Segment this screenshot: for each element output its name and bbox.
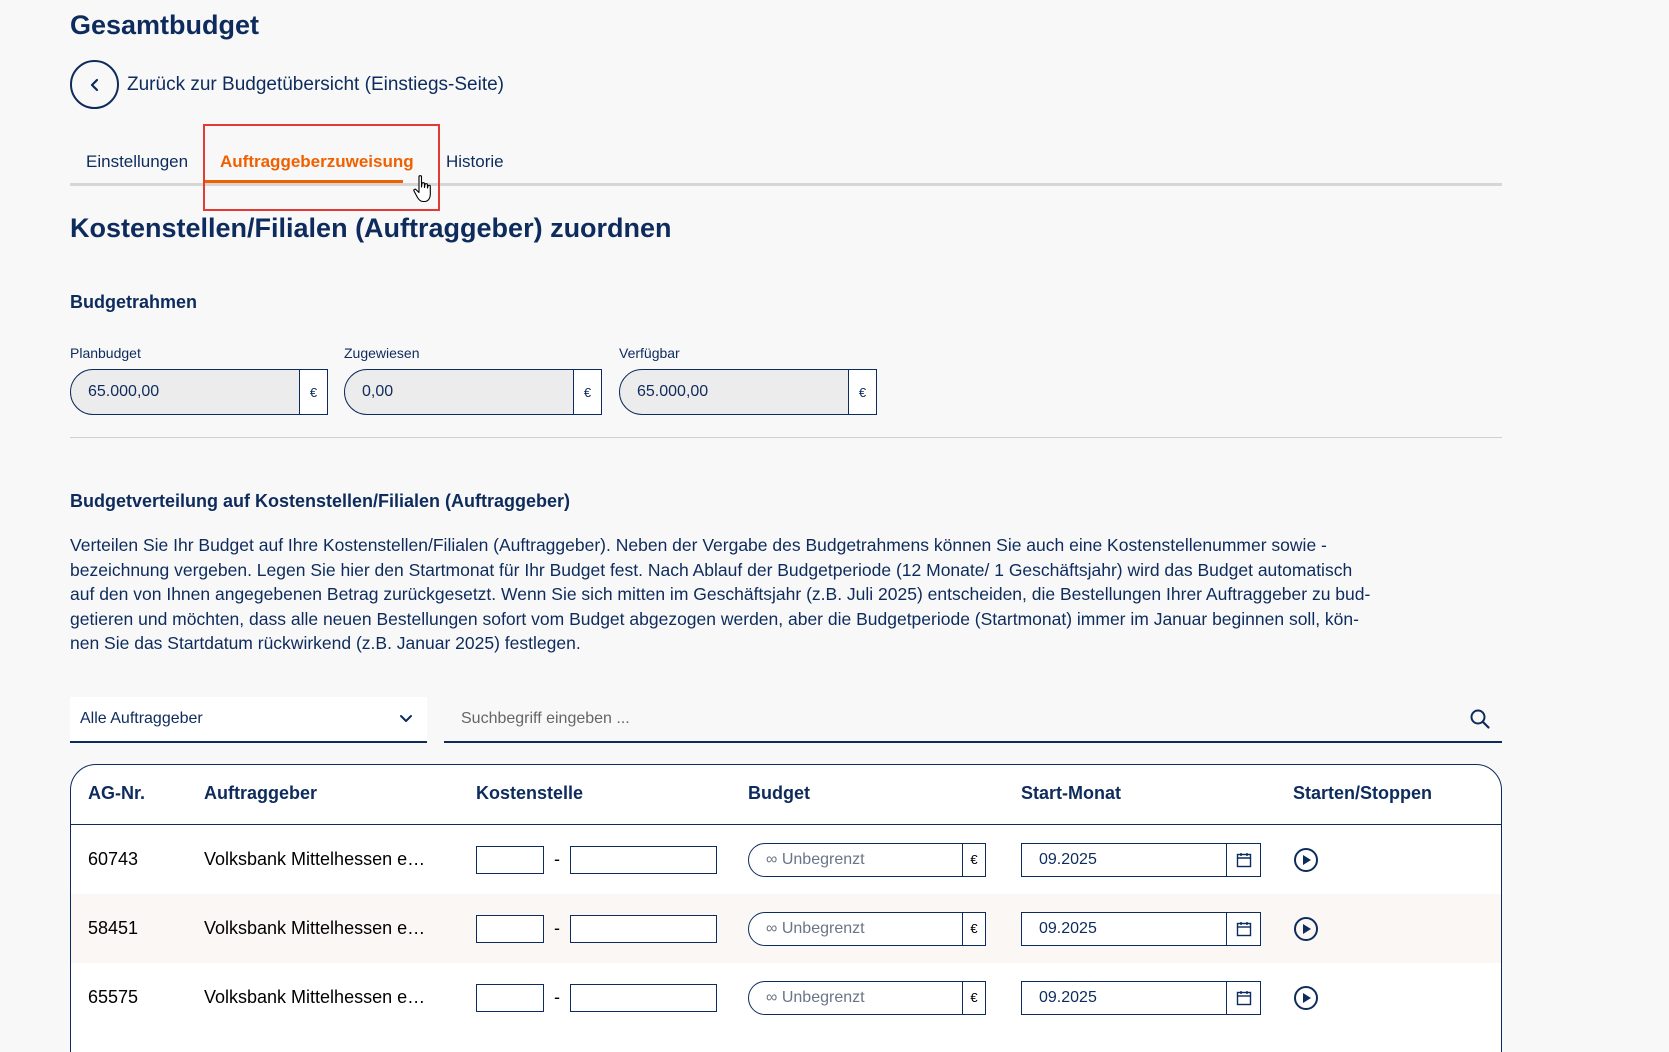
budget-cell: [748, 894, 986, 963]
start-monat-input[interactable]: [1021, 912, 1261, 946]
verfuegbar-field: [619, 345, 877, 415]
start-monat-cell: [1021, 963, 1261, 1032]
table-row: [71, 894, 1501, 963]
currency-unit: €: [962, 913, 985, 945]
header-starten-stoppen: Starten/Stoppen: [1293, 783, 1433, 803]
tab-bar: [70, 124, 1502, 186]
description-line: Verteilen Sie Ihr Budget auf Ihre Kostenstellen/Filialen (Auftraggeber). Neben der Vergabe des Budgetrahmens können Sie auch eine Kostenstellenummer sowie -: [70, 535, 1327, 555]
filter-select-value: Alle Auftraggeber: [80, 710, 203, 727]
header-kostenstelle: Kostenstelle: [476, 783, 584, 803]
section-divider: [70, 437, 1502, 438]
tab-einstellungen[interactable]: Einstellungen: [86, 152, 189, 171]
budget-cell: [748, 825, 986, 894]
start-monat-value: 09.2025: [1039, 988, 1097, 1006]
tab-historie[interactable]: Historie: [446, 152, 504, 171]
budget-input[interactable]: [748, 843, 986, 877]
calendar-icon: [1236, 852, 1252, 868]
start-monat-input[interactable]: [1021, 843, 1261, 877]
play-circle-icon: [1293, 916, 1319, 942]
header-auftraggeber: Auftraggeber: [204, 783, 318, 803]
ag-nr: 60743: [88, 849, 139, 869]
verteilung-heading: Budgetverteilung auf Kostenstellen/Filialen (Auftraggeber): [70, 491, 571, 511]
header-start-monat: Start-Monat: [1021, 783, 1121, 803]
chevron-down-icon: [399, 714, 413, 724]
description-line: getieren und möchten, dass alle neuen Bestellungen sofort vom Budget abgezogen werden, aber die Budgetperiode (Startmonat) immer im Januar beginnen soll, kön-: [70, 608, 1359, 629]
hand-cursor-icon: [412, 174, 436, 204]
kostenstelle-separator: -: [554, 987, 560, 1007]
description-line: nen Sie das Startdatum rückwirkend (z.B. Januar 2025) festlegen.: [70, 633, 581, 653]
header-budget: Budget: [748, 783, 810, 803]
auftraggeber-filter-select[interactable]: [70, 697, 427, 743]
budget-placeholder: ∞ Unbegrenzt: [766, 850, 865, 868]
currency-unit: €: [573, 370, 601, 414]
planbudget-field: [70, 345, 328, 415]
auftraggeber-name: Volksbank Mittelhessen e…: [204, 987, 426, 1007]
start-monat-value: 09.2025: [1039, 919, 1097, 937]
kostenstelle-cell: [476, 963, 717, 1032]
budget-placeholder: ∞ Unbegrenzt: [766, 988, 865, 1006]
budget-input[interactable]: [748, 981, 986, 1015]
ag-nr: 65575: [88, 987, 139, 1007]
kostenstelle-nummer-input[interactable]: [476, 984, 544, 1012]
zugewiesen-field: [344, 345, 602, 415]
chevron-left-icon: [88, 78, 102, 92]
budget-cell: [748, 963, 986, 1032]
kostenstelle-cell: [476, 825, 717, 894]
active-tab-indicator: [203, 180, 403, 183]
search-box: [444, 697, 1502, 743]
calendar-button[interactable]: [1226, 913, 1260, 945]
zugewiesen-value: 0,00: [362, 383, 394, 400]
search-icon: [1469, 708, 1491, 730]
budgetrahmen-heading: Budgetrahmen: [70, 292, 198, 312]
ag-nr: 58451: [88, 918, 139, 938]
calendar-button[interactable]: [1226, 982, 1260, 1014]
table-row: [71, 963, 1501, 1032]
search-button[interactable]: [1458, 708, 1502, 730]
description-line: auf den von Ihnen angegebenen Betrag zurückgesetzt. Wenn Sie sich mitten im Geschäftsjahr (z.B. Juli 2025) entscheiden, die Bestellungen Ihrer Auftraggeber zu bud-: [70, 584, 1371, 604]
budget-placeholder: ∞ Unbegrenzt: [766, 919, 865, 937]
kostenstelle-separator: -: [554, 849, 560, 869]
start-monat-input[interactable]: [1021, 981, 1261, 1015]
budget-input[interactable]: [748, 912, 986, 946]
verfuegbar-label: Verfügbar: [619, 345, 680, 361]
auftraggeber-name: Volksbank Mittelhessen e…: [204, 918, 426, 938]
verfuegbar-value: 65.000,00: [637, 383, 709, 400]
start-monat-value: 09.2025: [1039, 850, 1097, 868]
start-button[interactable]: [1293, 825, 1319, 894]
kostenstelle-bezeichnung-input[interactable]: [570, 915, 717, 943]
start-button[interactable]: [1293, 894, 1319, 963]
header-ag-nr: AG-Nr.: [88, 783, 146, 803]
kostenstelle-nummer-input[interactable]: [476, 915, 544, 943]
planbudget-value: 65.000,00: [88, 383, 160, 400]
currency-unit: €: [299, 370, 327, 414]
calendar-icon: [1236, 990, 1252, 1006]
search-input[interactable]: [444, 710, 1458, 728]
currency-unit: €: [848, 370, 876, 414]
kostenstelle-nummer-input[interactable]: [476, 846, 544, 874]
page-title: Gesamtbudget: [70, 10, 260, 40]
start-monat-cell: [1021, 894, 1261, 963]
zugewiesen-label: Zugewiesen: [344, 345, 420, 361]
table-row: [71, 825, 1501, 894]
kostenstelle-separator: -: [554, 918, 560, 938]
section-title: Kostenstellen/Filialen (Auftraggeber) zuordnen: [70, 213, 672, 243]
currency-unit: €: [962, 982, 985, 1014]
start-button[interactable]: [1293, 963, 1319, 1032]
start-monat-cell: [1021, 825, 1261, 894]
table-header: [71, 765, 1501, 825]
description-line: bezeichnung vergeben. Legen Sie hier den Startmonat für Ihr Budget fest. Nach Ablauf der Budgetperiode (12 Monate/ 1 Geschäftsjahr) wird das Budget automatisch: [70, 559, 1353, 580]
kostenstelle-cell: [476, 894, 717, 963]
planbudget-label: Planbudget: [70, 345, 141, 361]
tab-auftraggeberzuweisung[interactable]: Auftraggeberzuweisung: [220, 152, 414, 171]
back-link[interactable]: [70, 60, 504, 109]
calendar-icon: [1236, 921, 1252, 937]
auftraggeber-name: Volksbank Mittelhessen e…: [204, 849, 426, 869]
kostenstelle-bezeichnung-input[interactable]: [570, 846, 717, 874]
play-circle-icon: [1293, 985, 1319, 1011]
verteilung-description: [70, 533, 1502, 656]
back-button[interactable]: [70, 60, 119, 109]
play-circle-icon: [1293, 847, 1319, 873]
back-label[interactable]: Zurück zur Budgetübersicht (Einstiegs-Seite): [127, 73, 504, 95]
table-row-partial: [71, 1032, 1501, 1052]
kostenstelle-bezeichnung-input[interactable]: [570, 984, 717, 1012]
calendar-button[interactable]: [1226, 844, 1260, 876]
auftraggeber-table: [70, 764, 1502, 1052]
currency-unit: €: [962, 844, 985, 876]
